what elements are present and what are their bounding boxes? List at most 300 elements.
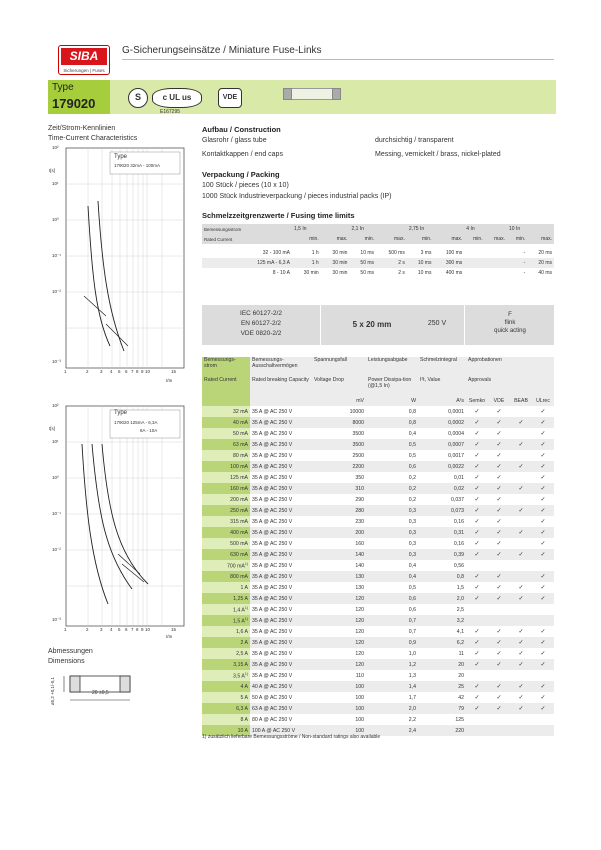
i2t-cell: 0,0002 <box>418 417 466 428</box>
checkmark-icon: ✓ <box>540 695 546 701</box>
checkmark-icon: ✓ <box>518 464 524 470</box>
i2t-cell: 125 <box>455 716 464 723</box>
checkmark-icon: ✓ <box>496 464 502 470</box>
approval-cell <box>510 604 532 615</box>
approval-cell <box>532 472 554 483</box>
construction-heading: Aufbau / Construction <box>202 125 281 134</box>
i2t-cell: 0,0017 <box>448 452 464 459</box>
power-cell: 0,2 <box>408 474 416 481</box>
approval-cell <box>532 527 554 538</box>
checkmark-icon: ✓ <box>540 684 546 690</box>
power-cell: 0,8 <box>408 408 416 415</box>
ratings-row <box>202 593 554 604</box>
approval-cell <box>488 615 510 626</box>
fusing-minmax-row: Rated Current min. max. min. max. min. max. min. max. min. max. <box>204 236 552 242</box>
approval-cell <box>532 615 554 626</box>
type-label: Type <box>52 82 74 93</box>
voltage-drop-cell: 130 <box>355 584 364 591</box>
approval-cell <box>488 406 510 417</box>
approval-cell <box>510 428 532 439</box>
checkmark-icon: ✓ <box>496 541 502 547</box>
approval-cell <box>532 692 554 703</box>
checkmark-icon: ✓ <box>540 519 546 525</box>
checkmark-icon: ✓ <box>518 486 524 492</box>
dims-title-en: Dimensions <box>48 658 85 665</box>
approval-cell <box>466 703 488 714</box>
approval-cell <box>532 483 554 494</box>
breaking-capacity-cell: 35 A @ AC 250 V <box>250 549 312 560</box>
approval-cell <box>466 417 488 428</box>
ratings-row <box>202 428 554 439</box>
breaking-capacity-cell: 35 A @ AC 250 V <box>252 672 293 679</box>
approval-cell <box>488 494 510 505</box>
checkmark-icon: ✓ <box>540 651 546 657</box>
checkmark-icon: ✓ <box>474 596 480 602</box>
approval-cell <box>532 560 554 571</box>
checkmark-icon: ✓ <box>474 640 480 646</box>
approval-cell <box>532 406 554 417</box>
rated-current-cell: 800 mA <box>202 571 250 582</box>
approval-cell <box>488 439 510 450</box>
approval-cell <box>510 703 532 714</box>
voltage-drop-cell: 3500 <box>352 430 364 437</box>
breaking-capacity-cell: 35 A @ AC 250 V <box>250 527 312 538</box>
power-cell: 0,3 <box>408 518 416 525</box>
voltage-drop-cell: 100 <box>312 681 366 692</box>
checkmark-icon: ✓ <box>518 640 524 646</box>
checkmark-icon: ✓ <box>540 706 546 712</box>
checkmark-icon: ✓ <box>496 695 502 701</box>
approval-cell <box>488 714 510 725</box>
ratings-row <box>202 505 554 516</box>
rated-current-cell: 2 A <box>202 637 250 648</box>
footnote: 1) zusätzlich lieferbare Bemessungsströme / Non-standard ratings also available <box>202 734 381 740</box>
checkmark-icon: ✓ <box>496 508 502 514</box>
checkmark-icon: ✓ <box>518 420 524 426</box>
approval-cell <box>532 549 554 560</box>
approval-cell <box>488 692 510 703</box>
checkmark-icon: ✓ <box>496 574 502 580</box>
approval-cell <box>488 483 510 494</box>
approval-cell <box>488 670 510 681</box>
power-cell: 0,7 <box>366 615 418 626</box>
ratings-row <box>202 703 554 714</box>
checkmark-icon: ✓ <box>540 530 546 536</box>
rated-current-cell: 10 A <box>202 725 250 736</box>
ratings-row <box>202 648 554 659</box>
construction-row2-left: Kontaktkappen / end caps <box>202 151 283 158</box>
rated-current-cell: 200 mA <box>202 494 250 505</box>
rated-current-cell: 250 mA <box>202 505 250 516</box>
checkmark-icon: ✓ <box>540 453 546 459</box>
rated-current-cell: 1,4 $A^{1)}$ <box>202 604 250 615</box>
power-cell: 1,7 <box>408 694 416 701</box>
fusing-time-table <box>202 224 554 278</box>
checkmark-icon: ✓ <box>496 475 502 481</box>
approval-cell <box>510 593 532 604</box>
checkmark-icon: ✓ <box>540 464 546 470</box>
breaking-capacity-cell: 35 A @ AC 250 V <box>250 461 312 472</box>
breaking-capacity-cell: 35 A @ AC 250 V <box>250 593 312 604</box>
approval-cell <box>532 450 554 461</box>
ratings-row <box>202 637 554 648</box>
voltage-drop-cell: 200 <box>312 527 366 538</box>
approval-cell <box>510 626 532 637</box>
approval-cell <box>510 505 532 516</box>
checkmark-icon: ✓ <box>496 409 502 415</box>
breaking-capacity-cell: 100 A @ AC 250 V <box>250 725 312 736</box>
ratings-row <box>202 571 554 582</box>
approval-cell <box>510 461 532 472</box>
breaking-capacity-cell: 35 A @ AC 250 V <box>252 650 293 657</box>
approval-cell <box>510 648 532 659</box>
voltage-drop-cell: 130 <box>312 571 366 582</box>
voltage-drop-cell: 100 <box>312 725 366 736</box>
rated-current-cell: 40 mA <box>202 417 250 428</box>
approval-cell <box>488 428 510 439</box>
checkmark-icon: ✓ <box>518 585 524 591</box>
breaking-capacity-cell: 35 A @ AC 250 V <box>252 474 293 481</box>
fusing-row: 32 - 100 mA 1 h 30 min 10 ms 500 ms 3 ms 100 ms - 20 ms <box>262 250 552 256</box>
checkmark-icon: ✓ <box>474 420 480 426</box>
i2t-cell: 0,39 <box>418 549 466 560</box>
ratings-row <box>202 472 554 483</box>
approval-cell <box>488 505 510 516</box>
fusing-header-row: Bemessungsstrom 1,5 In 2,1 In 2,75 In 4 In 10 In <box>202 224 554 234</box>
ratings-row <box>202 549 554 560</box>
approval-cell <box>466 615 488 626</box>
approval-cell <box>466 406 488 417</box>
i2t-cell: 25 <box>418 681 466 692</box>
approval-cell <box>466 439 488 450</box>
ratings-row <box>202 417 554 428</box>
ratings-header-row2: Rated Current Rated breaking Capacity Voltage Drop Power Dissipa-tion (@1,5 In) I²t, Value Approvals <box>202 377 554 395</box>
approval-cell <box>466 461 488 472</box>
approval-cell <box>532 637 554 648</box>
fusing-row: 125 mA - 6,3 A 1 h 30 min 50 ms 2 s 10 ms 300 ms - 20 ms <box>202 258 554 268</box>
approval-cell <box>532 670 554 681</box>
graph1-legend-sub: 179020 32mA - 100mA <box>114 163 161 168</box>
checkmark-icon: ✓ <box>540 541 546 547</box>
approval-cell <box>488 538 510 549</box>
i2t-cell: 3,2 <box>418 615 466 626</box>
approval-cell <box>488 527 510 538</box>
checkmark-icon: ✓ <box>496 486 502 492</box>
voltage-drop-cell: 140 <box>312 549 366 560</box>
construction-row2-right: Messing, vernickelt / brass, nickel-plated <box>375 151 501 158</box>
voltage-drop-cell: 2500 <box>352 452 364 459</box>
i2t-cell: 11 <box>458 650 464 657</box>
power-cell: 2,2 <box>408 716 416 723</box>
breaking-capacity-cell: 35 A @ AC 250 V <box>250 505 312 516</box>
checkmark-icon: ✓ <box>474 409 480 415</box>
approval-cell <box>466 714 488 725</box>
checkmark-icon: ✓ <box>496 442 502 448</box>
i2t-cell: 79 <box>418 703 466 714</box>
voltage-drop-cell: 230 <box>355 518 364 525</box>
power-cell: 0,4 <box>408 430 416 437</box>
breaking-capacity-cell: 35 A @ AC 250 V <box>250 659 312 670</box>
checkmark-icon: ✓ <box>474 453 480 459</box>
ratings-row <box>202 670 554 681</box>
rated-current-cell: 100 mA <box>202 461 250 472</box>
power-cell: 0,6 <box>366 593 418 604</box>
fusing-row: 8 - 10 A 30 min 30 min 50 ms 2 s 10 ms 400 ms - 40 ms <box>272 270 552 276</box>
checkmark-icon: ✓ <box>496 651 502 657</box>
power-cell: 0,7 <box>408 628 416 635</box>
approval-cell <box>466 527 488 538</box>
header-divider <box>122 59 554 60</box>
checkmark-icon: ✓ <box>474 475 480 481</box>
approval-cell <box>510 670 532 681</box>
rated-current-cell: 160 mA <box>202 483 250 494</box>
rated-current-cell: 32 mA <box>202 406 250 417</box>
i2t-cell: 1,5 <box>456 584 464 591</box>
checkmark-icon: ✓ <box>518 629 524 635</box>
i2t-cell: 0,0007 <box>418 439 466 450</box>
approval-cell <box>532 505 554 516</box>
power-cell: 0,9 <box>366 637 418 648</box>
approval-cell <box>466 670 488 681</box>
vde-icon: VDE <box>218 88 242 108</box>
approval-cell <box>466 483 488 494</box>
checkmark-icon: ✓ <box>496 585 502 591</box>
graph2-y-ticks: 10² 10¹ 10⁰ 10⁻¹ 10⁻² 10⁻³ <box>52 403 61 622</box>
approval-cell <box>510 571 532 582</box>
approval-cell <box>532 714 554 725</box>
i2t-cell: 0,037 <box>451 496 464 503</box>
approval-cell <box>510 659 532 670</box>
approval-cell <box>488 549 510 560</box>
rated-current-cell: 1,5 $A^{1)}$ <box>202 615 250 626</box>
checkmark-icon: ✓ <box>540 662 546 668</box>
voltage-drop-cell: 120 <box>312 615 366 626</box>
breaking-capacity-cell: 35 A @ AC 250 V <box>250 483 312 494</box>
breaking-capacity-cell: 35 A @ AC 250 V <box>252 584 293 591</box>
approval-cell <box>466 593 488 604</box>
voltage-drop-cell: 310 <box>312 483 366 494</box>
approval-cell <box>466 494 488 505</box>
approval-cell <box>532 604 554 615</box>
approval-cell <box>510 637 532 648</box>
checkmark-icon: ✓ <box>474 695 480 701</box>
voltage-drop-cell: 120 <box>355 628 364 635</box>
standards-box <box>202 305 554 345</box>
rated-current-cell: 2,5 A <box>202 648 250 659</box>
approval-cell <box>466 549 488 560</box>
power-cell: 2,4 <box>366 725 418 736</box>
checkmark-icon: ✓ <box>518 651 524 657</box>
i2t-cell: 2,5 <box>456 606 464 613</box>
rated-current-cell: 63 mA <box>202 439 250 450</box>
construction-row1-left: Glasrohr / glass tube <box>202 137 267 144</box>
power-cell: 0,3 <box>408 540 416 547</box>
checkmark-icon: ✓ <box>474 519 480 525</box>
checkmark-icon: ✓ <box>474 486 480 492</box>
rated-current-cell: 1,25 A <box>202 593 250 604</box>
i2t-cell: 0,56 <box>453 562 464 569</box>
approval-cell <box>488 593 510 604</box>
voltage-drop-cell: 120 <box>355 650 364 657</box>
voltage-drop-cell: 160 <box>355 540 364 547</box>
approval-cell <box>466 637 488 648</box>
checkmark-icon: ✓ <box>474 508 480 514</box>
checkmark-icon: ✓ <box>540 596 546 602</box>
rated-current-cell: 1 A <box>202 582 250 593</box>
approval-cell <box>488 604 510 615</box>
checkmark-icon: ✓ <box>518 662 524 668</box>
breaking-capacity-cell: 35 A @ AC 250 V <box>252 496 293 503</box>
voltage-drop-cell: 140 <box>355 562 364 569</box>
voltage-drop-cell: 120 <box>312 659 366 670</box>
standard-iec: IEC 60127-2/2 <box>240 310 282 317</box>
approval-cell <box>510 681 532 692</box>
i2t-cell: 0,16 <box>453 540 464 547</box>
breaking-capacity-cell: 35 A @ AC 250 V <box>250 615 312 626</box>
i2t-cell: 0,01 <box>453 474 464 481</box>
breaking-capacity-cell: 35 A @ AC 250 V <box>252 430 293 437</box>
rated-current-cell: 700 $mA^{1)}$ <box>202 560 250 571</box>
ratings-row <box>202 461 554 472</box>
approval-cell <box>466 626 488 637</box>
breaking-capacity-cell: 35 A @ AC 250 V <box>252 628 293 635</box>
ratings-row <box>202 681 554 692</box>
checkmark-icon: ✓ <box>496 706 502 712</box>
approval-cell <box>532 582 554 593</box>
graph1-y-ticks: 10² 10¹ 10⁰ 10⁻¹ 10⁻² 10⁻³ <box>52 145 61 364</box>
standard-vde: VDE 0820-2/2 <box>240 330 282 337</box>
i2t-cell: 0,073 <box>418 505 466 516</box>
voltage-drop-cell: 280 <box>312 505 366 516</box>
checkmark-icon: ✓ <box>474 464 480 470</box>
approval-cell <box>510 560 532 571</box>
packing-line2: 1000 Stück Industrieverpackung / pieces industrial packs (IP) <box>202 193 392 200</box>
type-number: 179020 <box>52 96 96 111</box>
power-cell: 0,3 <box>366 549 418 560</box>
approval-cell <box>532 626 554 637</box>
checkmark-icon: ✓ <box>496 431 502 437</box>
power-cell: 2,0 <box>366 703 418 714</box>
power-cell: 1,0 <box>408 650 416 657</box>
approval-cell <box>466 582 488 593</box>
checkmark-icon: ✓ <box>518 695 524 701</box>
i2t-cell: 20 <box>458 672 464 679</box>
approval-cell <box>488 560 510 571</box>
ratings-row <box>202 659 554 670</box>
i2t-cell: 0,0004 <box>448 430 464 437</box>
breaking-capacity-cell: 35 A @ AC 250 V <box>252 562 293 569</box>
voltage-drop-cell: 100 <box>312 703 366 714</box>
checkmark-icon: ✓ <box>474 629 480 635</box>
checkmark-icon: ✓ <box>496 497 502 503</box>
approval-cell <box>510 692 532 703</box>
cul-us-icon: c UL us <box>152 88 202 108</box>
i2t-cell: 220 <box>418 725 466 736</box>
approval-cell <box>466 450 488 461</box>
char-letter: F <box>508 312 512 318</box>
voltage-drop-cell: 120 <box>312 593 366 604</box>
checkmark-icon: ✓ <box>540 640 546 646</box>
checkmark-icon: ✓ <box>540 508 546 514</box>
approval-cell <box>488 626 510 637</box>
checkmark-icon: ✓ <box>540 497 546 503</box>
checkmark-icon: ✓ <box>474 574 480 580</box>
approval-cell <box>510 725 532 736</box>
breaking-capacity-cell: 80 A @ AC 250 V <box>252 716 293 723</box>
approval-cell <box>532 538 554 549</box>
checkmark-icon: ✓ <box>496 552 502 558</box>
rated-current-cell: 3,15 A <box>202 659 250 670</box>
checkmark-icon: ✓ <box>496 453 502 459</box>
checkmark-icon: ✓ <box>474 684 480 690</box>
i2t-cell: 0,8 <box>418 571 466 582</box>
ratings-row <box>202 439 554 450</box>
checkmark-icon: ✓ <box>474 651 480 657</box>
rated-current-cell: 4 A <box>202 681 250 692</box>
approval-cell <box>532 648 554 659</box>
breaking-capacity-cell: 35 A @ AC 250 V <box>250 417 312 428</box>
ratings-row <box>202 527 554 538</box>
char-de: flink <box>504 320 516 326</box>
approval-cell <box>466 648 488 659</box>
approval-cell <box>510 527 532 538</box>
power-cell: 0,5 <box>408 452 416 459</box>
approval-cell <box>532 461 554 472</box>
cert-number: E167295 <box>160 109 181 115</box>
approval-cell <box>510 538 532 549</box>
type-box <box>48 80 110 114</box>
approval-cell <box>466 659 488 670</box>
approval-cell <box>488 703 510 714</box>
i2t-cell: 0,02 <box>418 483 466 494</box>
approval-cell <box>510 516 532 527</box>
checkmark-icon: ✓ <box>540 574 546 580</box>
approval-cell <box>510 549 532 560</box>
i2t-cell: 0,0001 <box>448 408 464 415</box>
voltage-drop-cell: 100 <box>355 716 364 723</box>
voltage-drop-cell: 10000 <box>349 408 364 415</box>
construction-row1-right: durchsichtig / transparent <box>375 137 454 144</box>
approval-cell <box>488 637 510 648</box>
approval-cell <box>488 571 510 582</box>
voltage-drop-cell: 3500 <box>312 439 366 450</box>
voltage-drop-cell: 290 <box>355 496 364 503</box>
power-cell: 0,6 <box>366 461 418 472</box>
approval-cell <box>532 593 554 604</box>
breaking-capacity-cell: 35 A @ AC 250 V <box>252 540 293 547</box>
approval-cell <box>466 560 488 571</box>
breaking-capacity-cell: 35 A @ AC 250 V <box>250 571 312 582</box>
rated-current-cell: 5 A <box>202 692 250 703</box>
checkmark-icon: ✓ <box>518 684 524 690</box>
siba-logo <box>58 45 110 75</box>
standard-en: EN 60127-2/2 <box>240 320 282 327</box>
time-current-graph-1 <box>48 146 198 386</box>
i2t-cell: 42 <box>458 694 464 701</box>
ratings-row <box>202 626 554 637</box>
approval-cell <box>510 450 532 461</box>
voltage-drop-cell: 350 <box>355 474 364 481</box>
voltage-drop-cell: 120 <box>355 606 364 613</box>
ratings-table <box>202 357 554 736</box>
ratings-row <box>202 406 554 417</box>
checkmark-icon: ✓ <box>496 629 502 635</box>
graph2-legend: Type <box>114 410 128 416</box>
approval-cell <box>466 725 488 736</box>
approval-cell <box>466 571 488 582</box>
rated-current-cell: 6,3 A <box>202 703 250 714</box>
checkmark-icon: ✓ <box>496 530 502 536</box>
